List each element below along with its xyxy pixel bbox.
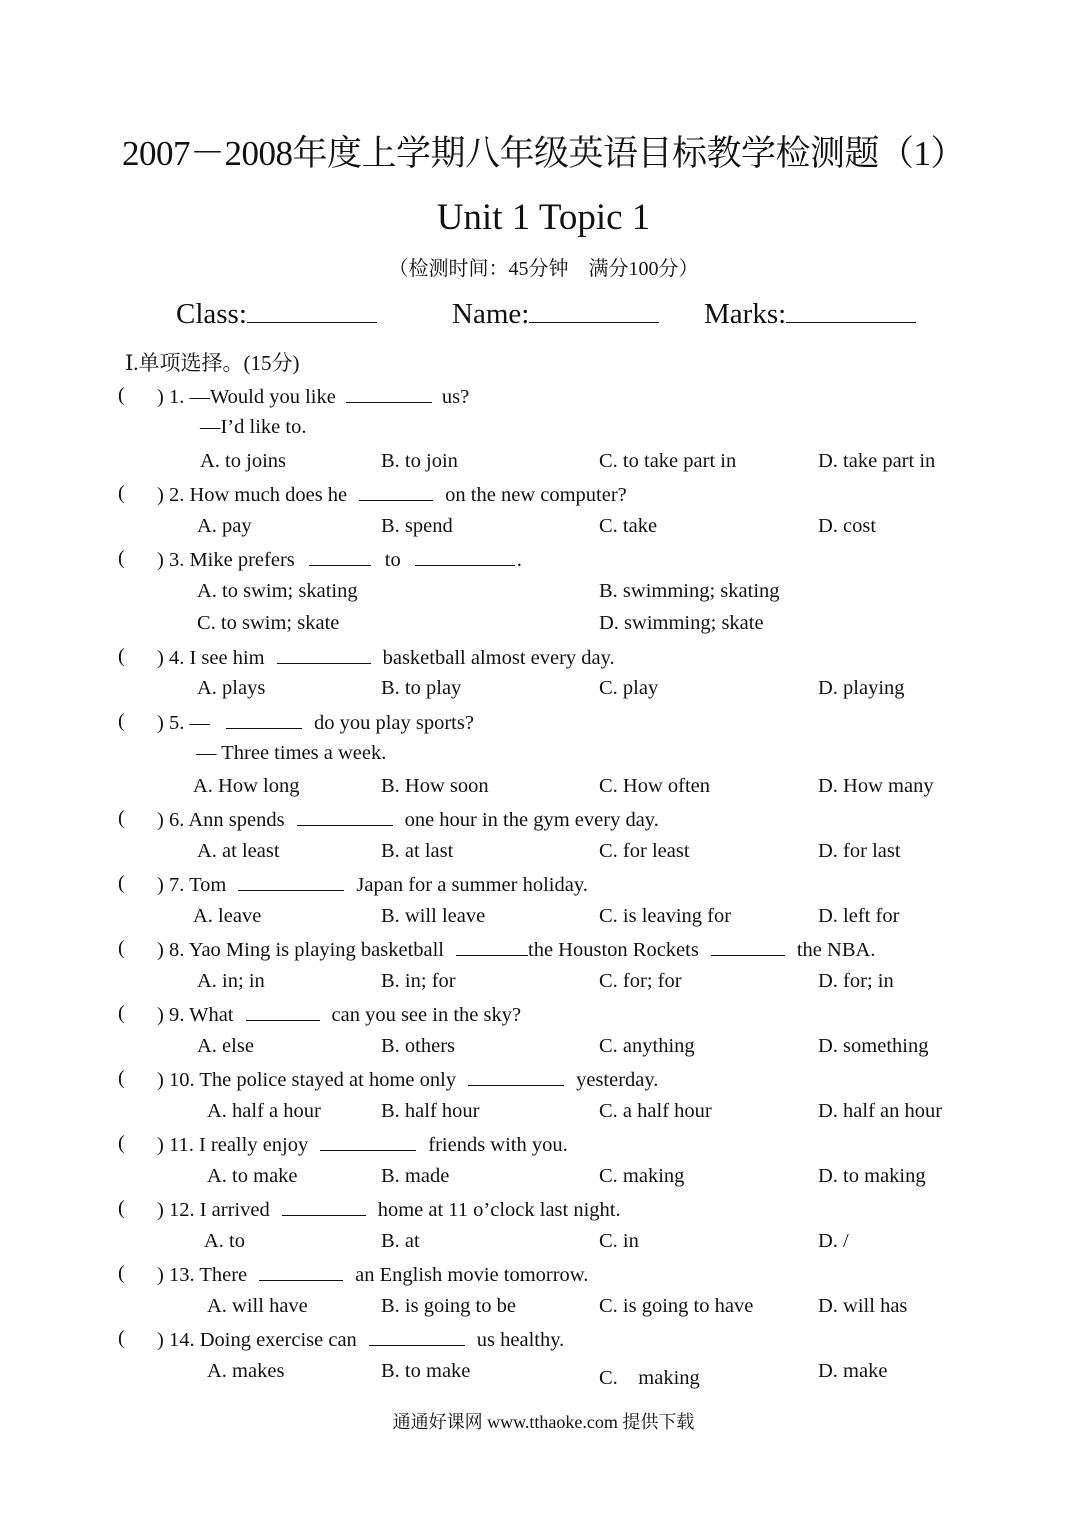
option-c: C. play bbox=[599, 677, 659, 699]
option-a: A. plays bbox=[197, 677, 266, 699]
option-b: B. to make bbox=[381, 1360, 471, 1382]
class-label: Class: bbox=[176, 298, 247, 330]
option-d: D. playing bbox=[818, 677, 905, 699]
option-d: D. half an hour bbox=[818, 1100, 943, 1122]
answer-paren: ( bbox=[118, 1002, 125, 1024]
option-c: C. to swim; skate bbox=[197, 612, 340, 634]
question-stem: ) 5. — do you play sports? bbox=[157, 712, 474, 734]
option-d: D. will has bbox=[818, 1295, 908, 1317]
answer-paren: ( bbox=[118, 1327, 125, 1349]
class-field bbox=[176, 298, 381, 331]
question-stem: ) 4. I see him basketball almost every day. bbox=[157, 647, 615, 669]
option-c: C. for least bbox=[599, 840, 690, 862]
answer-paren: ( bbox=[118, 384, 125, 406]
question-number: ) 12. bbox=[157, 1199, 195, 1221]
option-a: A. half a hour bbox=[207, 1100, 321, 1122]
question-stem: ) 8. Yao Ming is playing basketball the Houston Rockets the NBA. bbox=[157, 939, 876, 961]
answer-blank bbox=[415, 547, 515, 566]
question-number: ) 9. bbox=[157, 1004, 185, 1026]
option-b: B. to join bbox=[381, 450, 458, 472]
question-number: ) 11. bbox=[157, 1134, 194, 1156]
option-c: C. a half hour bbox=[599, 1100, 712, 1122]
answer-blank bbox=[246, 1002, 320, 1021]
option-d: D. make bbox=[818, 1360, 888, 1382]
option-d: D. for; in bbox=[818, 970, 894, 992]
option-b: B. will leave bbox=[381, 905, 486, 927]
option-d: D. / bbox=[818, 1230, 849, 1252]
page-title: 2007－2008年度上学期八年级英语目标教学检测题（1） bbox=[121, 134, 965, 173]
question-number: ) 3. bbox=[157, 549, 185, 571]
option-c: C. making bbox=[599, 1165, 685, 1187]
answer-blank bbox=[226, 710, 302, 729]
name-field bbox=[452, 298, 663, 331]
option-b: B. is going to be bbox=[381, 1295, 516, 1317]
question-stem: ) 2. How much does he on the new computer? bbox=[157, 484, 627, 506]
page-subtitle: Unit 1 Topic 1 bbox=[436, 197, 651, 238]
name-blank bbox=[529, 304, 659, 323]
answer-blank bbox=[277, 645, 371, 664]
option-a: A. pay bbox=[197, 515, 252, 537]
answer-paren: ( bbox=[118, 547, 125, 569]
option-b: B. How soon bbox=[381, 775, 489, 797]
question-stem: ) 1. —Would you like us? bbox=[157, 386, 470, 408]
marks-label: Marks: bbox=[704, 298, 787, 330]
option-d: D. to making bbox=[818, 1165, 926, 1187]
option-c: C. is leaving for bbox=[599, 905, 732, 927]
option-c: C. in bbox=[599, 1230, 639, 1252]
question-number: ) 7. bbox=[157, 874, 185, 896]
answer-paren: ( bbox=[118, 645, 125, 667]
answer-paren: ( bbox=[118, 807, 125, 829]
answer-blank bbox=[320, 1132, 416, 1151]
option-b: B. in; for bbox=[381, 970, 456, 992]
answer-blank bbox=[468, 1067, 564, 1086]
question-number: ) 2. bbox=[157, 484, 185, 506]
question-number: ) 4. bbox=[157, 647, 185, 669]
answer-blank bbox=[238, 872, 344, 891]
answer-blank bbox=[282, 1197, 366, 1216]
option-d: D. cost bbox=[818, 515, 877, 537]
question-stem: ) 14. Doing exercise can us healthy. bbox=[157, 1329, 565, 1351]
question-number: ) 13. bbox=[157, 1264, 195, 1286]
option-d: D. How many bbox=[818, 775, 934, 797]
marks-field bbox=[704, 298, 920, 331]
answer-blank bbox=[259, 1262, 343, 1281]
question-stem: ) 6. Ann spends one hour in the gym every day. bbox=[157, 809, 659, 831]
class-blank bbox=[247, 304, 377, 323]
option-a: A. else bbox=[197, 1035, 254, 1057]
exam-meta: （检测时间：45分钟 满分100分） bbox=[388, 258, 699, 280]
option-d: D. take part in bbox=[818, 450, 936, 472]
name-label: Name: bbox=[452, 298, 530, 330]
question-reply: — Three times a week. bbox=[196, 742, 387, 764]
section-heading: Ⅰ.单项选择。(15分) bbox=[125, 351, 300, 375]
question-number: ) 1. bbox=[157, 386, 185, 408]
option-a: A. in; in bbox=[197, 970, 265, 992]
option-d: D. left for bbox=[818, 905, 900, 927]
answer-paren: ( bbox=[118, 872, 125, 894]
question-stem: ) 13. There an English movie tomorrow. bbox=[157, 1264, 589, 1286]
option-a: A. to make bbox=[207, 1165, 298, 1187]
page-footer: 通通好课网 www.tthaoke.com 提供下载 bbox=[392, 1412, 695, 1432]
option-d: D. swimming; skate bbox=[599, 612, 764, 634]
answer-blank bbox=[309, 547, 371, 566]
option-d: D. something bbox=[818, 1035, 929, 1057]
option-b: B. spend bbox=[381, 515, 453, 537]
option-c: C. is going to have bbox=[599, 1295, 754, 1317]
answer-blank bbox=[456, 937, 528, 956]
marks-blank bbox=[786, 304, 916, 323]
option-a: A. makes bbox=[207, 1360, 285, 1382]
question-reply: —I’d like to. bbox=[200, 416, 307, 438]
option-b: B. at bbox=[381, 1230, 420, 1252]
question-number: ) 14. bbox=[157, 1329, 195, 1351]
option-a: A. leave bbox=[193, 905, 262, 927]
question-stem: ) 9. What can you see in the sky? bbox=[157, 1004, 522, 1026]
option-b: B. swimming; skating bbox=[599, 580, 780, 602]
option-a: A. will have bbox=[207, 1295, 308, 1317]
question-stem: ) 3. Mike prefers to . bbox=[157, 549, 522, 571]
answer-paren: ( bbox=[118, 1262, 125, 1284]
option-c: C. for; for bbox=[599, 970, 682, 992]
question-number: ) 10. bbox=[157, 1069, 195, 1091]
answer-paren: ( bbox=[118, 482, 125, 504]
question-number: ) 8. bbox=[157, 939, 185, 961]
option-c: C. anything bbox=[599, 1035, 695, 1057]
answer-blank bbox=[369, 1327, 465, 1346]
option-c: C. to take part in bbox=[599, 450, 737, 472]
question-stem: ) 10. The police stayed at home only yesterday. bbox=[157, 1069, 659, 1091]
option-b: B. made bbox=[381, 1165, 450, 1187]
question-stem: ) 12. I arrived home at 11 o’clock last night. bbox=[157, 1199, 621, 1221]
option-d: D. for last bbox=[818, 840, 901, 862]
answer-paren: ( bbox=[118, 937, 125, 959]
answer-paren: ( bbox=[118, 1132, 125, 1154]
question-number: ) 6. bbox=[157, 809, 185, 831]
answer-blank bbox=[359, 482, 433, 501]
option-b: B. half hour bbox=[381, 1100, 480, 1122]
answer-paren: ( bbox=[118, 1067, 125, 1089]
option-b: B. at last bbox=[381, 840, 454, 862]
option-b: B. others bbox=[381, 1035, 456, 1057]
option-a: A. at least bbox=[197, 840, 280, 862]
option-c: C. How often bbox=[599, 775, 711, 797]
question-stem: ) 7. Tom Japan for a summer holiday. bbox=[157, 874, 588, 896]
option-a: A. to swim; skating bbox=[197, 580, 358, 602]
answer-blank bbox=[297, 807, 393, 826]
option-c: C. making bbox=[599, 1367, 700, 1389]
option-a: A. How long bbox=[193, 775, 300, 797]
option-b: B. to play bbox=[381, 677, 462, 699]
option-a: A. to bbox=[204, 1230, 245, 1252]
question-number: ) 5. bbox=[157, 712, 185, 734]
answer-blank bbox=[346, 384, 432, 403]
answer-paren: ( bbox=[118, 710, 125, 732]
question-stem: ) 11. I really enjoy friends with you. bbox=[157, 1134, 568, 1156]
answer-blank bbox=[711, 937, 785, 956]
option-c: C. take bbox=[599, 515, 658, 537]
answer-paren: ( bbox=[118, 1197, 125, 1219]
option-a: A. to joins bbox=[200, 450, 286, 472]
